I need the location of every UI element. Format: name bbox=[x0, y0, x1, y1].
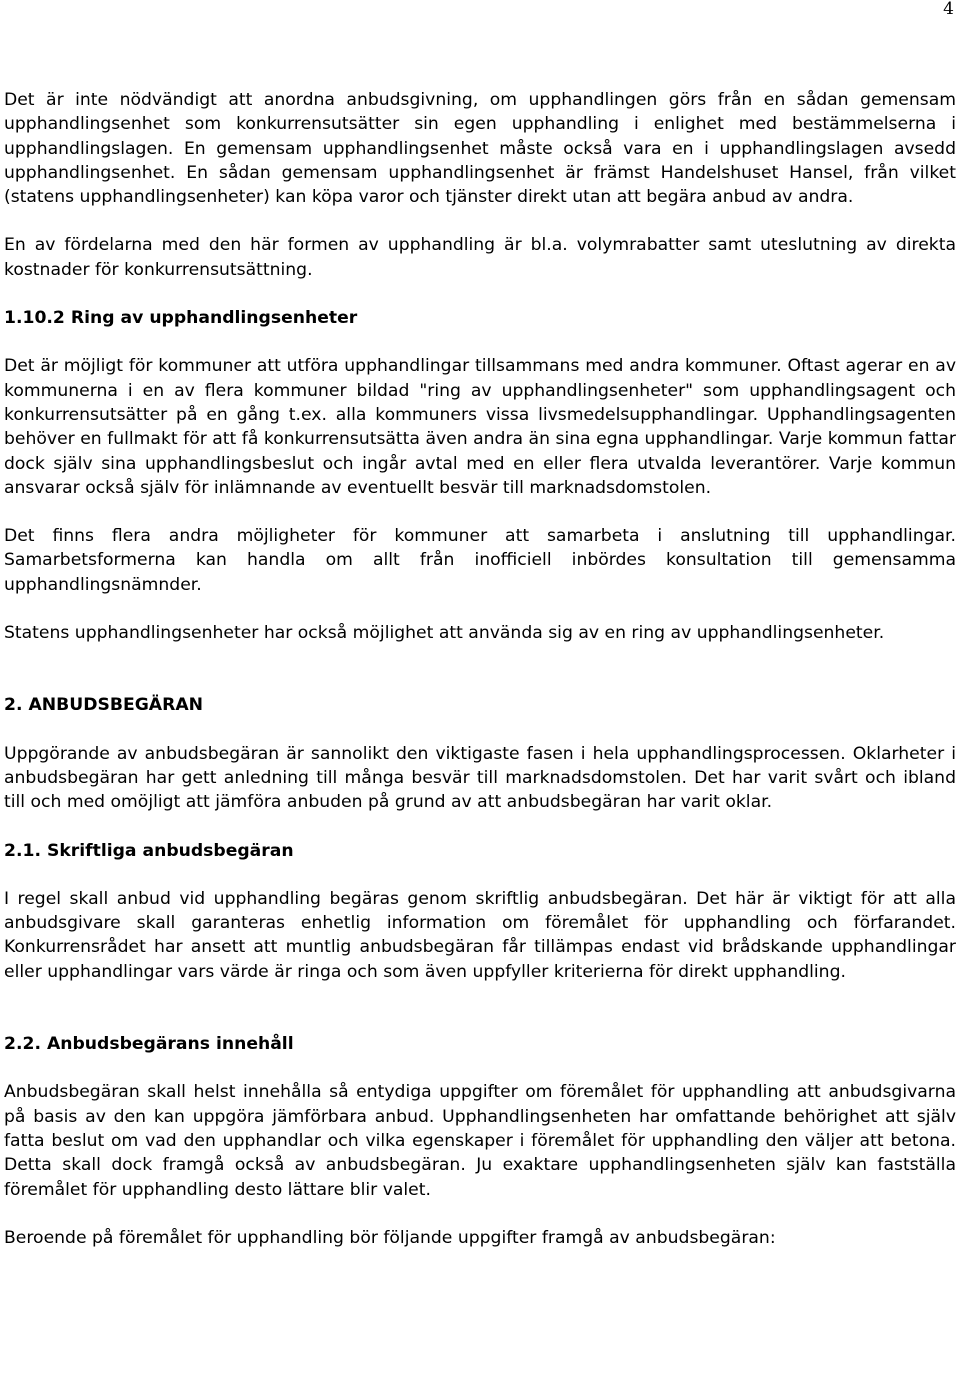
paragraph-request-content: Anbudsbegäran skall helst innehålla så entydiga uppgifter om föremålet för upphandling att anbudsgivarna på basis av den kan uppgöra jämförbara anbud. Upphandlingsenheten har omfattande behörighet att själv fatta beslut om vad den upphandlar och vilka egenskaper i föremålet för upphandling den väljer att betona. Detta skall dock framgå också av anbudsbegäran. Ju exaktare upphandlingsenheten själv kan fastställa föremålet för upphandling desto lättare blir valet. bbox=[4, 1082, 956, 1200]
paragraph-state-units: Statens upphandlingsenheter har också möjlighet att använda sig av en ring av upphandlingsenheter. bbox=[4, 623, 885, 644]
page-number: 4 bbox=[943, 0, 954, 19]
paragraph-preparation: Uppgörande av anbudsbegäran är sannolikt den viktigaste fasen i hela upphandlingsprocessen. Oklarheter i anbudsbegäran har gett anledning till många besvär till marknadsdomstolen. Det har varit svårt och ibland till och med omöjligt att jämföra anbuden på grund av att anbudsbegäran har varit oklar. bbox=[4, 743, 956, 813]
heading-written-request: 2.1. Skriftliga anbudsbegäran bbox=[4, 840, 294, 861]
paragraph-cooperation: Det finns flera andra möjligheter för kommuner att samarbeta i anslutning till upphandlingar. Samarbetsformerna kan handla om allt från inofficiell inbördes konsultation till gemensamma upphandlingsnämnder. bbox=[4, 526, 956, 595]
document-body bbox=[4, 88, 956, 1274]
paragraph-municipalities: Det är möjligt för kommuner att utföra upphandlingar tillsammans med andra kommuner. Oftast agerar en av kommunerna i en av flera kommuner bildad "ring av upphandlingsenheter" som upphandlingsagent och konkurrensutsätter på en gång t.ex. alla kommuners vissa livsmedelsupphandlingar. Upphandlingsagenten behöver en fullmakt för att få konkurrensutsätta även andra än sina egna upphandlingar. Varje kommun fattar dock själv sina upphandlingsbeslut och ingår avtal med en eller flera utvalda leverantörer. Varje kommun ansvarar också själv för inlämnande av eventuellt besvär till marknadsdomstolen. bbox=[4, 356, 956, 498]
heading-anbudsbegaran: 2. ANBUDSBEGÄRAN bbox=[4, 695, 204, 716]
heading-ring: 1.10.2 Ring av upphandlingsenheter bbox=[4, 308, 358, 329]
paragraph-joint-procurement: Det är inte nödvändigt att anordna anbudsgivning, om upphandlingen görs från en sådan gemensam upphandlingsenhet som konkurrensutsätter sin egen upphandling i enlighet med bestämmelserna i upphandlingslagen. En gemensam upphandlingsenhet måste också vara en i upphandlingslagen avsedd upphandlingsenhet. En sådan gemensam upphandlingsenhet är främst Handelshuset Hansel, från vilket (statens upphandlingsenheter) kan köpa varor och tjänster direkt utan att begära anbud av andra. bbox=[4, 90, 956, 208]
heading-request-content: 2.2. Anbudsbegärans innehåll bbox=[4, 1034, 294, 1055]
paragraph-list-intro: Beroende på föremålet för upphandling bör följande uppgifter framgå av anbudsbegäran: bbox=[4, 1227, 776, 1248]
paragraph-advantages: En av fördelarna med den här formen av upphandling är bl.a. volymrabatter samt uteslutning av direkta kostnader för konkurrensutsättning. bbox=[4, 235, 956, 280]
paragraph-written-request: I regel skall anbud vid upphandling begäras genom skriftlig anbudsbegäran. Det här är viktigt för att alla anbudsgivare skall garanteras enhetlig information om föremålet för upphandling och förfarandet. Konkurrensrådet har ansett att muntlig anbudsbegäran får tillämpas endast vid brådskande upphandlingar eller upphandlingar vars värde är ringa och som även uppfyller kriterierna för direkt upphandling. bbox=[4, 888, 956, 982]
